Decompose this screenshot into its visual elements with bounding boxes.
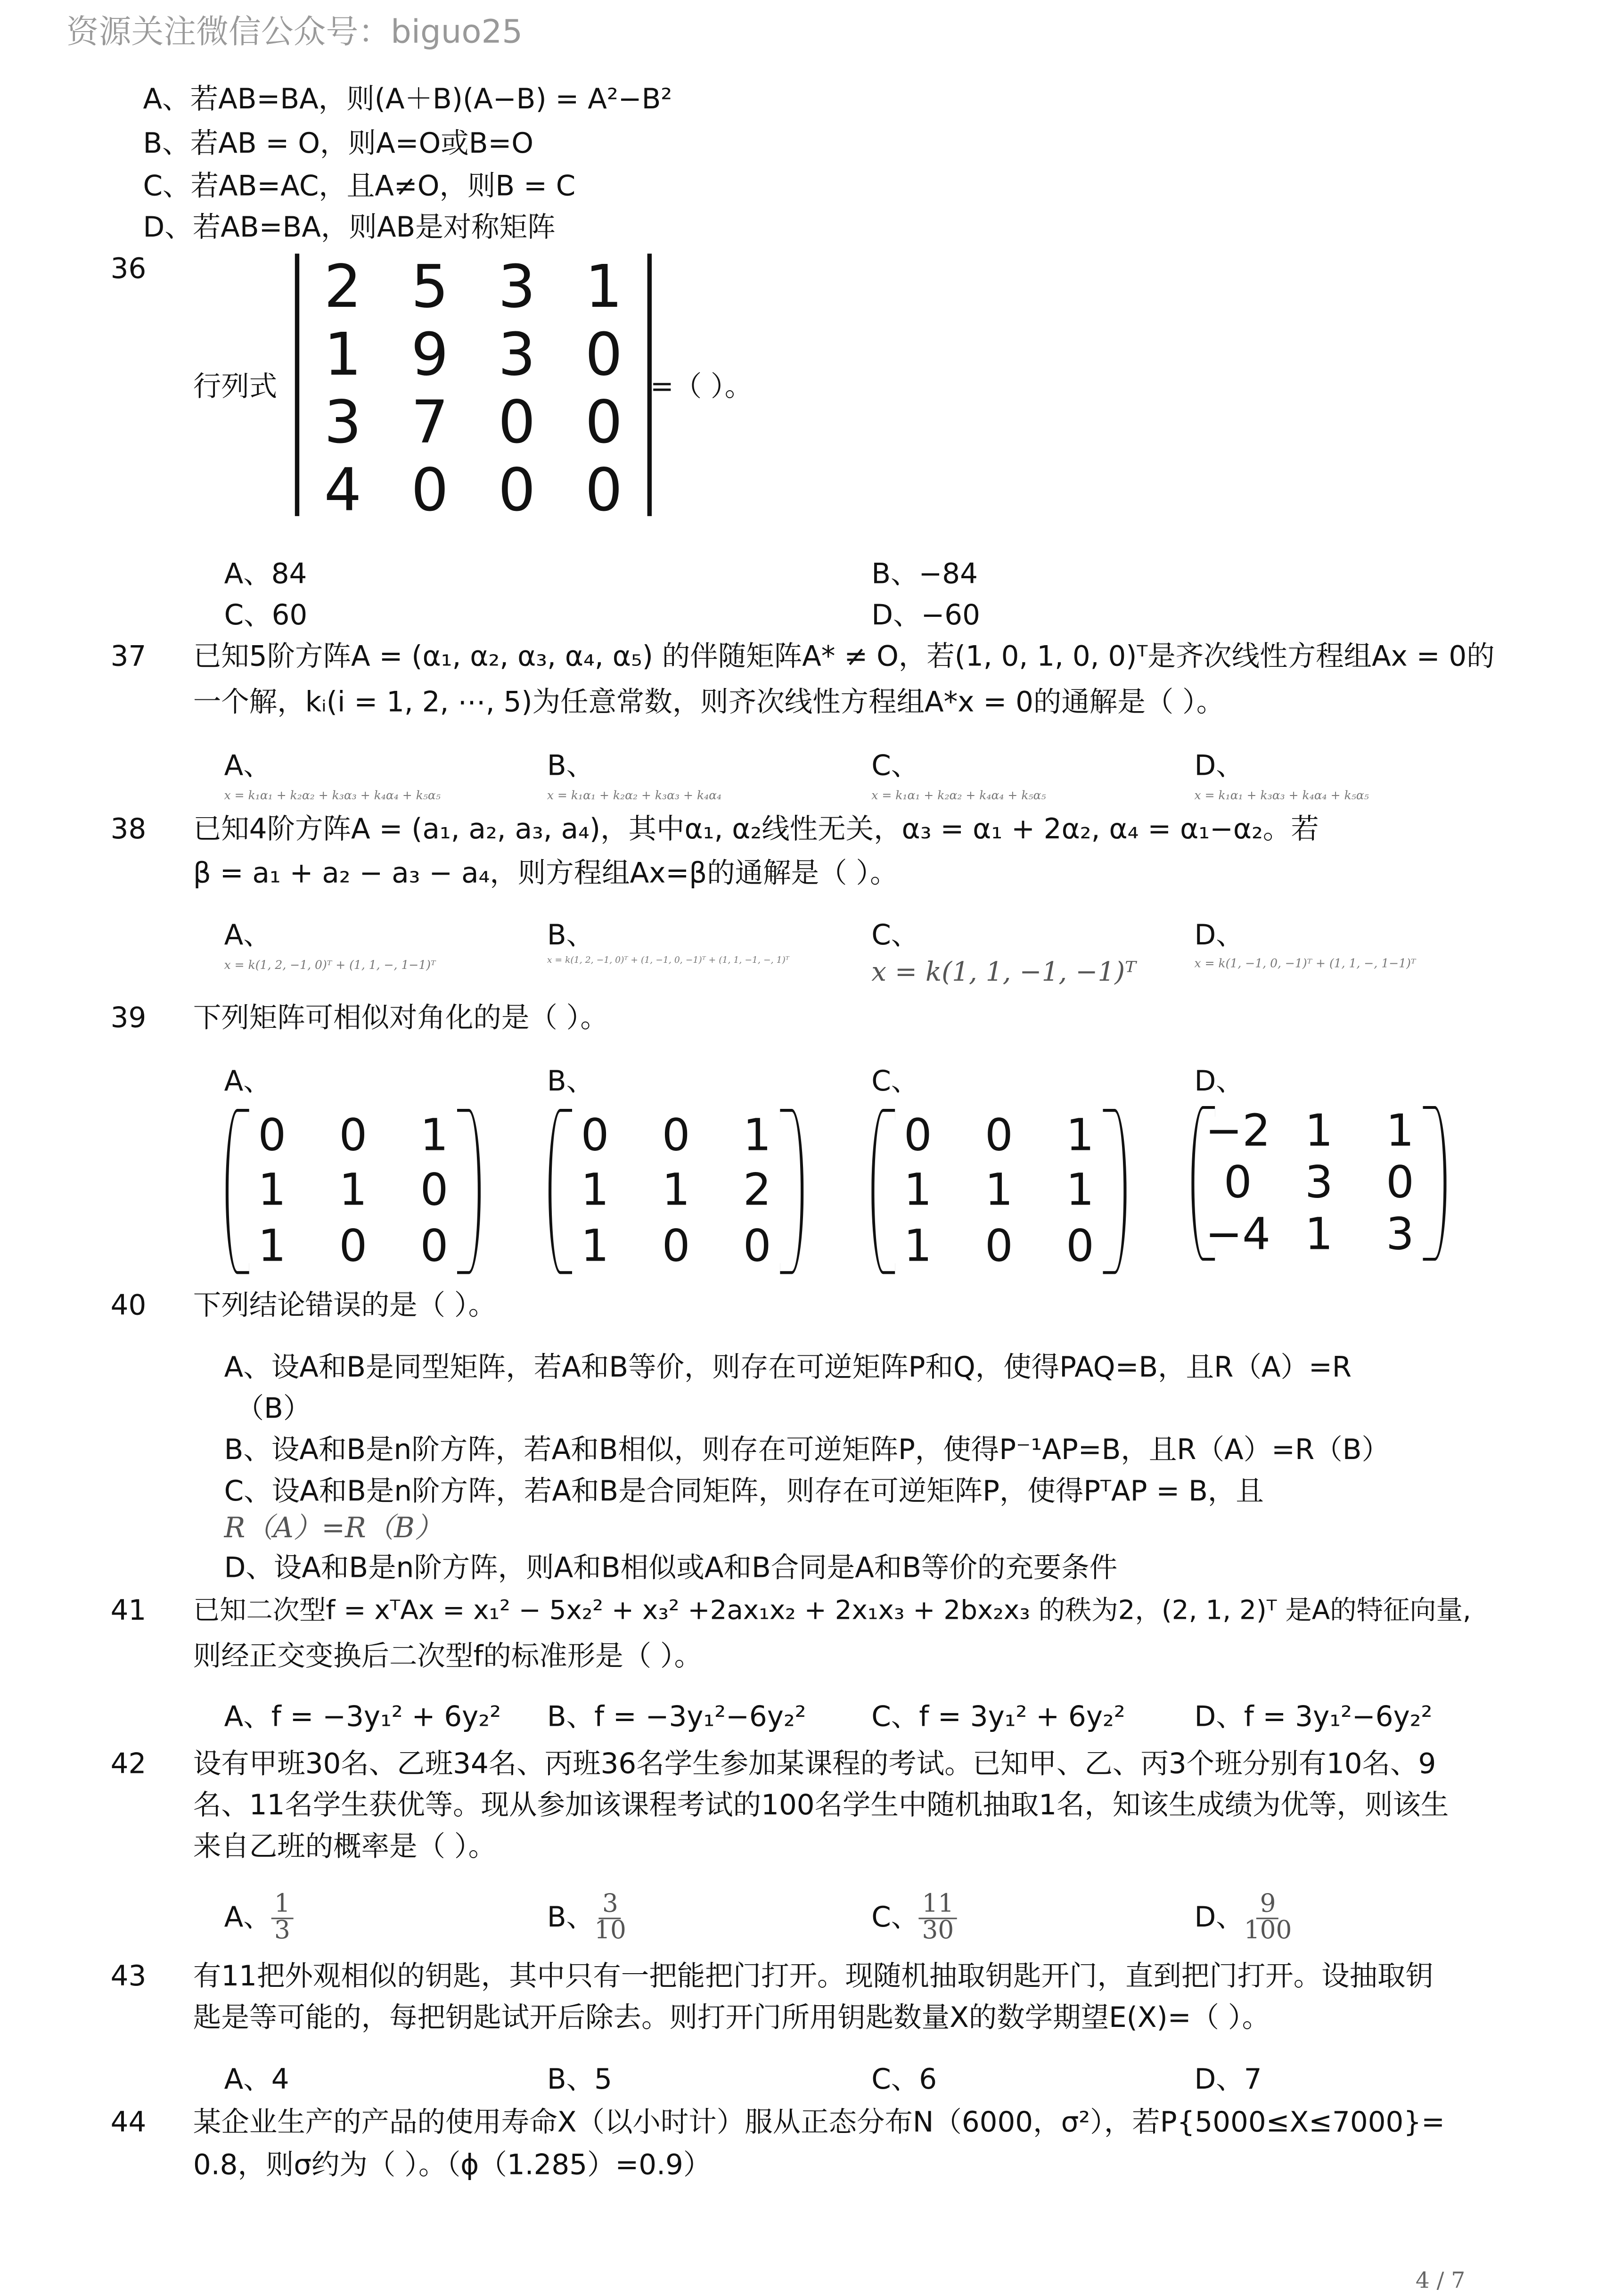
label: A、 [224,1901,271,1934]
option-d: D、设A和B是n阶方阵，则A和B相似或A和B合同是A和B等价的充要条件 [224,1552,1118,1585]
numerator: 1 [271,1893,293,1919]
denominator: 10 [594,1916,626,1946]
cell: 1 [258,1165,287,1217]
matrix-a [231,1109,475,1274]
cell: 0 [258,1110,287,1163]
cell: 0 [1223,1157,1252,1209]
option-c-cont: R（A）=R（B） [224,1512,443,1545]
option-d-label: D、 [1194,1065,1244,1098]
option-a [224,1889,294,1946]
cell: 3 [1386,1209,1414,1261]
option-b-label: B、 [547,750,595,782]
option-a-label: A、 [224,1065,271,1098]
option-c-label: C、 [871,750,919,782]
option-a: A、设A和B是同型矩阵，若A和B等价，则存在可逆矩阵P和Q，使得PAQ=B，且R（A）=R [224,1351,1352,1384]
cell: 1 [903,1221,932,1272]
option-c: C、若AB=AC，且A≠O，则B = C [143,170,576,203]
question-text: 某企业生产的产品的使用寿命X（以小时计）服从正态分布N（6000，σ²），若P{5000≤X≤7000}= [193,2106,1445,2139]
question-prefix: 行列式 [193,370,278,403]
cell: 0 [420,1165,449,1217]
cell: 0 [585,389,623,457]
cell: 3 [498,321,536,390]
label: D、 [1194,1901,1244,1934]
option-c-label: C、 [871,1065,919,1098]
cell: 1 [585,254,623,322]
question-number: 44 [110,2106,147,2139]
question-number: 39 [110,1002,147,1034]
cell: 1 [662,1165,690,1217]
option-c: C、6 [871,2064,937,2096]
option-a: A、84 [224,558,307,591]
cell: 1 [339,1165,368,1217]
cell: 0 [585,457,623,525]
question-text: β = a₁ + a₂ − a₃ − a₄，则方程组Ax=β的通解是（ ）。 [193,857,898,890]
option-d: D、f = 3y₁²−6y₂² [1194,1701,1433,1734]
cell: 7 [411,389,449,457]
option-d: D、−60 [871,599,980,632]
option-a: A、4 [224,2064,289,2096]
question-number: 38 [110,813,147,846]
option-c [871,1889,957,1946]
cell: 4 [324,457,362,525]
cell: 1 [1305,1209,1333,1261]
question-text: 一个解，kᵢ(i = 1, 2, ⋯, 5)为任意常数，则齐次线性方程组A*x = 0的通解是（ ）。 [193,686,1225,719]
question-number: 37 [110,640,147,673]
cell: −4 [1205,1209,1270,1261]
cell: 2 [743,1165,771,1217]
numerator: 11 [919,1893,957,1919]
option-a-label: A、 [224,919,271,952]
question-number: 42 [110,1748,147,1781]
matrix-b [555,1109,798,1274]
question-text: 下列结论错误的是（ ）。 [193,1289,497,1322]
cell: 0 [1386,1157,1414,1209]
cell: 0 [1066,1221,1094,1272]
question-text: 已知5阶方阵A = (α₁, α₂, α₃, α₄, α₅) 的伴随矩阵A* ≠ O，若(1, 0, 1, 0, 0)ᵀ是齐次线性方程组Ax = 0的 [193,640,1495,673]
cell: −2 [1205,1106,1270,1158]
question-number: 40 [110,1289,147,1322]
question-text: 下列矩阵可相似对角化的是（ ）。 [193,1002,608,1034]
fraction [919,1889,957,1946]
cell: 3 [1305,1157,1333,1209]
option-d: D、7 [1194,2064,1262,2096]
matrix-c [877,1109,1121,1274]
matrix-d [1197,1106,1441,1261]
option-a-cont: （B） [236,1393,311,1426]
cell: 0 [743,1221,771,1272]
option-b-label: B、 [547,919,595,952]
question-text: 有11把外观相似的钥匙，其中只有一把能把门打开。现随机抽取钥匙开门，直到把门打开。设抽取钥 [193,1960,1434,1993]
option-c: C、f = 3y₁² + 6y₂² [871,1701,1125,1734]
numerator: 9 [1257,1893,1278,1919]
question-text: 0.8，则σ约为（ ）。（ϕ（1.285）=0.9） [193,2149,712,2182]
cell: 0 [339,1110,368,1163]
option-c-formula: x = k₁α₁ + k₂α₂ + k₄α₄ + k₅α₅ [871,789,1046,803]
cell: 3 [324,389,362,457]
question-text: 匙是等可能的，每把钥匙试开后除去。则打开门所用钥匙数量X的数学期望E(X)=（ ）。 [193,2001,1270,2034]
label: B、 [547,1901,595,1934]
cell: 0 [420,1221,449,1272]
cell: 0 [985,1221,1013,1272]
question-text: 名、11名学生获优等。现从参加该课程考试的100名学生中随机抽取1名，知该生成绩为优等，则该生 [193,1789,1449,1822]
option-c-label: C、 [871,919,919,952]
cell: 1 [1066,1165,1094,1217]
option-d-formula: x = k₁α₁ + k₃α₃ + k₄α₄ + k₅α₅ [1194,789,1369,803]
option-d-formula: x = k(1, −1, 0, −1)ᵀ + (1, 1, −, 1−1)ᵀ [1194,957,1416,970]
option-a-formula: x = k₁α₁ + k₂α₂ + k₃α₃ + k₄α₄ + k₅α₅ [224,789,441,803]
question-text: 来自乙班的概率是（ ）。 [193,1830,497,1863]
option-b: B、若AB = O，则A=O或B=O [143,127,534,160]
option-c: C、60 [224,599,308,632]
question-number: 43 [110,1960,147,1993]
cell: 1 [903,1165,932,1217]
denominator: 3 [274,1916,290,1946]
cell: 0 [585,321,623,390]
option-d: D、若AB=BA，则AB是对称矩阵 [143,212,556,244]
cell: 1 [581,1165,609,1217]
option-a: A、若AB=BA，则(A＋B)(A−B) = A²−B² [143,83,672,116]
cell: 0 [662,1221,690,1272]
cell: 2 [324,254,362,322]
option-b-label: B、 [547,1065,595,1098]
question-text: 设有甲班30名、乙班34名、丙班36名学生参加某课程的考试。已知甲、乙、丙3个班分别有10名、9 [193,1748,1436,1781]
cell: 0 [581,1110,609,1163]
cell: 0 [985,1110,1013,1163]
option-a-label: A、 [224,750,271,782]
option-a: A、f = −3y₁² + 6y₂² [224,1701,501,1734]
cell: 0 [498,389,536,457]
option-d-label: D、 [1194,919,1244,952]
cell: 1 [258,1221,287,1272]
option-c: C、设A和B是n阶方阵，若A和B是合同矩阵，则存在可逆矩阵P，使得PᵀAP = B，且 [224,1475,1264,1508]
watermark: 资源关注微信公众号：biguo25 [66,15,523,52]
option-b: B、−84 [871,558,978,591]
determinant [295,254,652,525]
option-d-label: D、 [1194,750,1244,782]
denominator: 100 [1244,1916,1292,1946]
cell: 1 [1386,1106,1414,1158]
cell: 5 [411,254,449,322]
fraction [1244,1889,1292,1946]
question-number: 36 [110,253,147,286]
option-b: B、5 [547,2064,612,2096]
question-suffix: =（ ）。 [650,370,753,403]
option-b-formula: x = k₁α₁ + k₂α₂ + k₃α₃ + k₄α₄ [547,789,722,803]
numerator: 3 [599,1893,621,1919]
option-d [1194,1889,1292,1946]
fraction [594,1889,626,1946]
denominator: 30 [922,1916,954,1946]
question-text: 已知4阶方阵A = (a₁, a₂, a₃, a₄)，其中α₁, α₂线性无关，α₃ = α₁ + 2α₂, α₄ = α₁−α₂。若 [193,813,1319,846]
option-c-formula: x = k(1, 1, −1, −1)ᵀ [871,957,1136,988]
option-b: B、设A和B是n阶方阵，若A和B相似，则存在可逆矩阵P，使得P⁻¹AP=B，且R（A）=R（B） [224,1434,1390,1467]
cell: 1 [743,1110,771,1163]
option-b [547,1889,626,1946]
option-b: B、f = −3y₁²−6y₂² [547,1701,806,1734]
question-text: 则经正交变换后二次型f的标准形是（ ）。 [193,1640,703,1673]
cell: 1 [1305,1106,1333,1158]
cell: 0 [498,457,536,525]
cell: 0 [411,457,449,525]
cell: 0 [662,1110,690,1163]
cell: 9 [411,321,449,390]
cell: 1 [985,1165,1013,1217]
question-number: 41 [110,1595,147,1627]
cell: 1 [581,1221,609,1272]
label: C、 [871,1901,919,1934]
fraction [271,1889,293,1946]
cell: 0 [903,1110,932,1163]
cell: 1 [1066,1110,1094,1163]
option-a-formula: x = k(1, 2, −1, 0)ᵀ + (1, 1, −, 1−1)ᵀ [224,958,436,972]
cell: 3 [498,254,536,322]
cell: 1 [420,1110,449,1163]
question-text: 已知二次型f = xᵀAx = x₁² − 5x₂² + x₃² +2ax₁x₂ + 2x₁x₃ + 2bx₂x₃ 的秩为2，(2, 1, 2)ᵀ 是A的特征向量, [193,1595,1471,1627]
cell: 0 [339,1221,368,1272]
cell: 1 [324,321,362,390]
option-b-formula: x = k(1, 2, −1, 0)ᵀ + (1, −1, 0, −1)ᵀ + (1, 1, −1, −, 1)ᵀ [547,955,789,966]
page-number: 4 / 7 [1415,2267,1466,2294]
